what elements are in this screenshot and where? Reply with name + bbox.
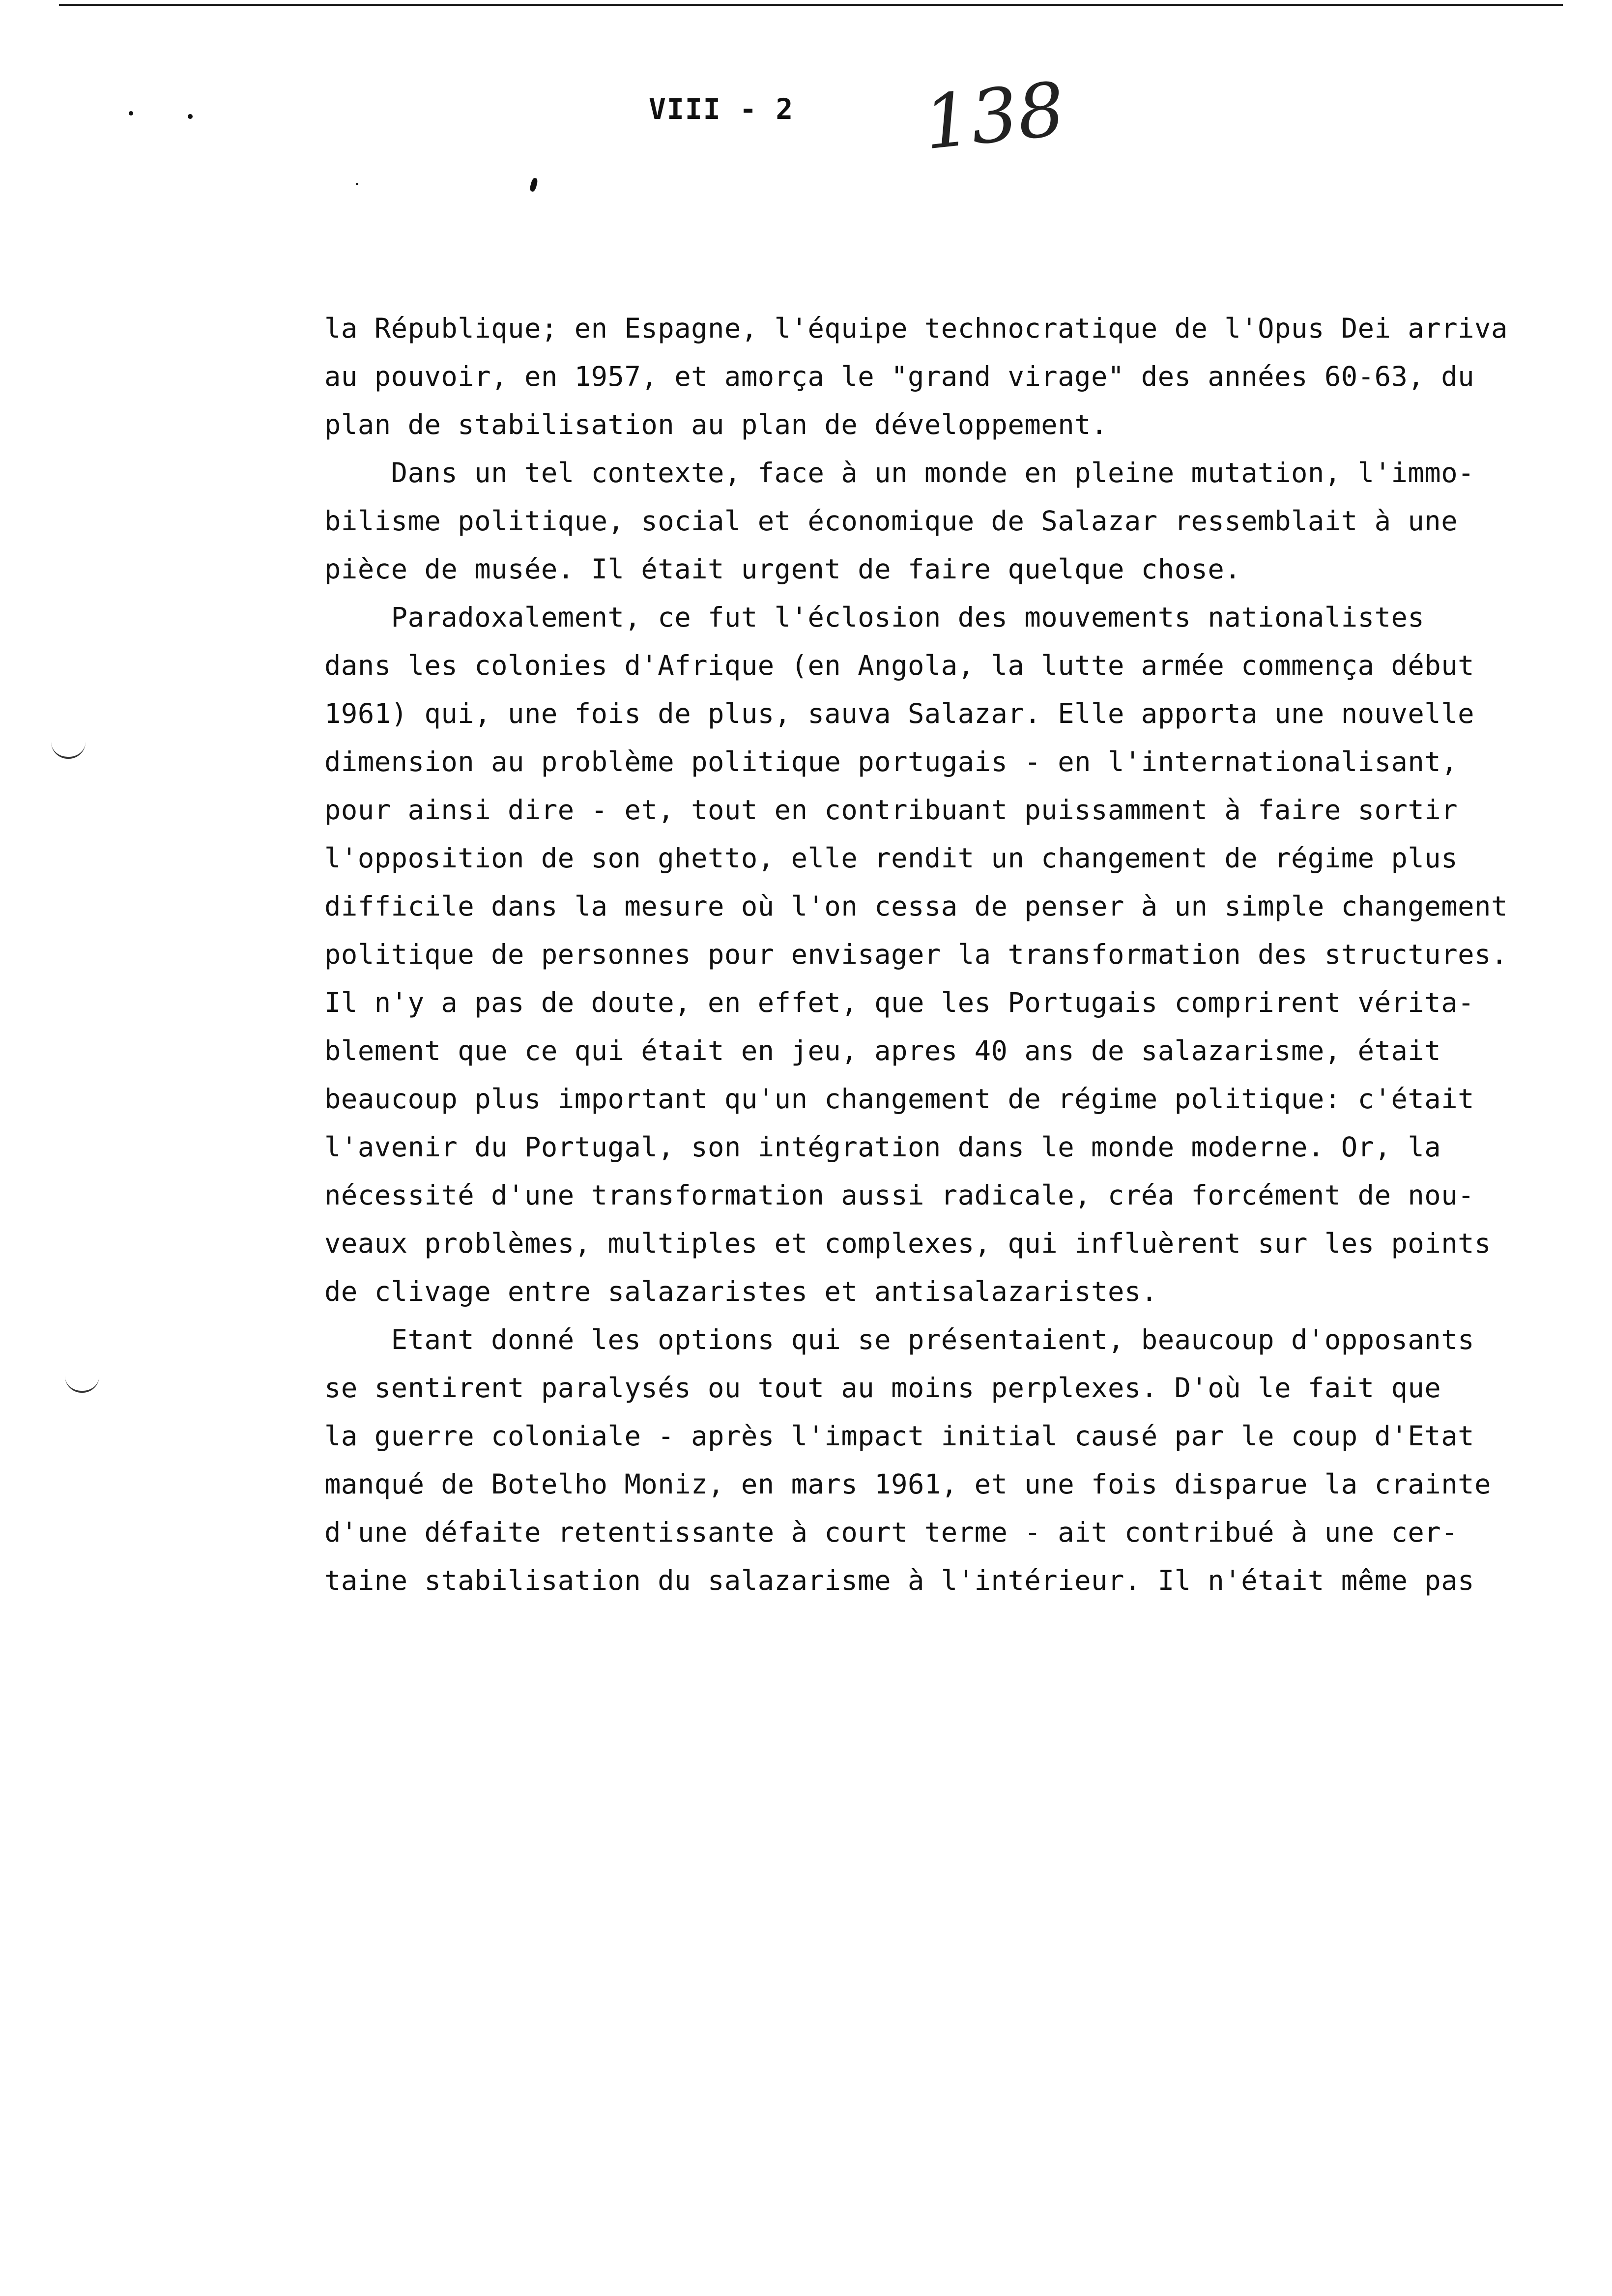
text-line: Paradoxalement, ce fut l'éclosion des mouvements nationalistes [324,602,1425,633]
body-text [324,305,1563,1605]
margin-mark [65,1376,99,1393]
text-line: la guerre coloniale - après l'impact initial causé par le coup d'Etat [324,1420,1475,1452]
text-line: l'avenir du Portugal, son intégration dans le monde moderne. Or, la [324,1131,1441,1163]
text-line: la République; en Espagne, l'équipe technocratique de l'Opus Dei arriva [324,313,1508,344]
text-line: manqué de Botelho Moniz, en mars 1961, et une fois disparue la crainte [324,1468,1491,1500]
text-line: 1961) qui, une fois de plus, sauva Salazar. Elle apporta une nouvelle [324,698,1475,730]
scan-speck [356,183,358,185]
text-line: se sentirent paralysés ou tout au moins perplexes. D'où le fait que [324,1372,1441,1404]
text-line: plan de stabilisation au plan de développement. [324,409,1108,441]
text-line: de clivage entre salazaristes et antisalazaristes. [324,1276,1158,1308]
text-line: l'opposition de son ghetto, elle rendit un changement de régime plus [324,842,1458,874]
text-line: bilisme politique, social et économique de Salazar ressemblait à une [324,505,1458,537]
scan-speck [188,114,193,119]
scan-top-rule [59,4,1563,6]
text-line: pour ainsi dire - et, tout en contribuant puissamment à faire sortir [324,794,1458,826]
text-line: difficile dans la mesure où l'on cessa de penser à un simple changement [324,890,1508,922]
text-line: Il n'y a pas de doute, en effet, que les Portugais comprirent vérita- [324,987,1475,1019]
page-number: VIII - 2 [649,92,794,126]
scan-speck [529,177,539,192]
text-line: politique de personnes pour envisager la transformation des structures. [324,939,1508,971]
text-line: dimension au problème politique portugais - en l'internationalisant, [324,746,1458,778]
margin-mark [51,742,86,759]
text-line: taine stabilisation du salazarisme à l'intérieur. Il n'était même pas [324,1565,1475,1597]
text-line: veaux problèmes, multiples et complexes, qui influèrent sur les points [324,1228,1491,1260]
text-line: beaucoup plus important qu'un changement de régime politique: c'était [324,1083,1475,1115]
text-line: au pouvoir, en 1957, et amorça le "grand virage" des années 60-63, du [324,361,1475,393]
text-line: pièce de musée. Il était urgent de faire quelque chose. [324,553,1241,585]
text-line: nécessité d'une transformation aussi radicale, créa forcément de nou- [324,1179,1475,1211]
text-line: Dans un tel contexte, face à un monde en pleine mutation, l'immo- [324,457,1475,489]
text-line: Etant donné les options qui se présentaient, beaucoup d'opposants [324,1324,1475,1356]
text-line: blement que ce qui était en jeu, apres 40 ans de salazarisme, était [324,1035,1441,1067]
folio-number: 138 [920,66,1069,167]
text-line: d'une défaite retentissante à court terme - ait contribué à une cer- [324,1517,1458,1549]
text-line: dans les colonies d'Afrique (en Angola, la lutte armée commença début [324,650,1475,682]
scan-speck [129,111,133,115]
